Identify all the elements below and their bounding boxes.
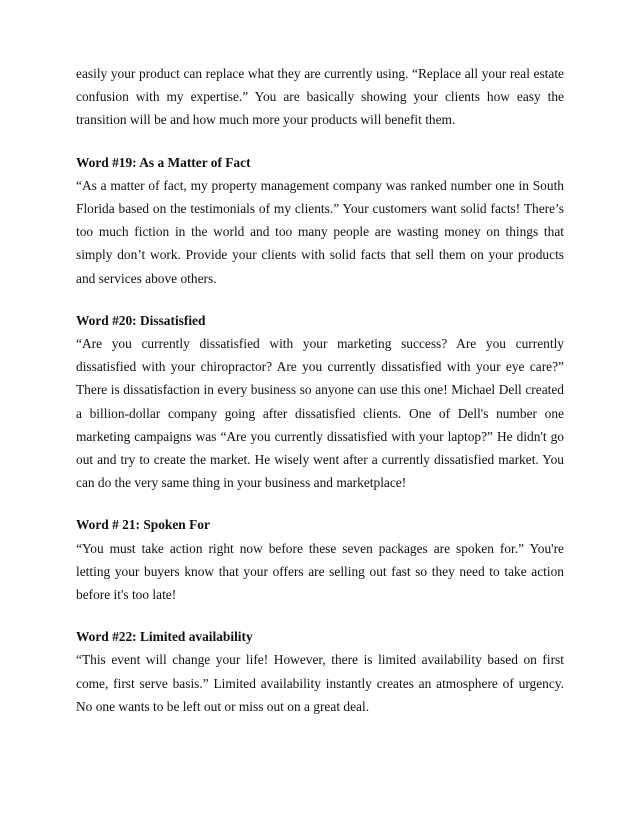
section-body: “This event will change your life! However, there is limited availability based on first come, first serve basis.” Limited availability instantly creates an atmosphere of urgency. No one wants to be left out or miss out on a great deal. — [76, 652, 564, 714]
section-body: “As a matter of fact, my property management company was ranked number one in South Florida based on the testimonials of my clients.” Your customers want solid facts! There’s too much fiction in the world and too many people are wasting money on things that simply don’t work. Provide your clients with solid facts that sell them on your products and services above others. — [76, 177, 564, 286]
section-heading: Word #20: Dissatisfied — [76, 312, 206, 328]
section-word-22 — [76, 625, 564, 718]
section-body: “You must take action right now before these seven packages are spoken for.” You're letting your buyers know that your offers are selling out fast so they need to take action before it's too late! — [76, 540, 564, 603]
section-word-20 — [76, 309, 564, 495]
section-heading: Word #19: As a Matter of Fact — [76, 154, 251, 170]
section-heading: Word #22: Limited availability — [76, 629, 253, 645]
section-word-21 — [76, 513, 564, 606]
section-heading: Word # 21: Spoken For — [76, 517, 210, 533]
section-word-19 — [76, 151, 564, 290]
section-body: “Are you currently dissatisfied with your marketing success? Are you currently dissatisfied with your chiropractor? Are you currently dissatisfied with your eye care?” There is dissatisfaction in every business so anyone can use this one! Michael Dell created a billion-dollar company going after dissatisfied clients. One of Dell's number one marketing campaigns was “Are you currently dissatisfied with your laptop?” He didn't go out and try to create the market. He wisely went after a currently dissatisfied market. You can do the very same thing in your business and marketplace! — [76, 336, 564, 491]
document-page — [76, 62, 564, 718]
intro-paragraph: easily your product can replace what they are currently using. “Replace all your real estate confusion with my expertise.” You are basically showing your clients how easy the transition will be and how much more your products will benefit them. — [76, 66, 564, 128]
